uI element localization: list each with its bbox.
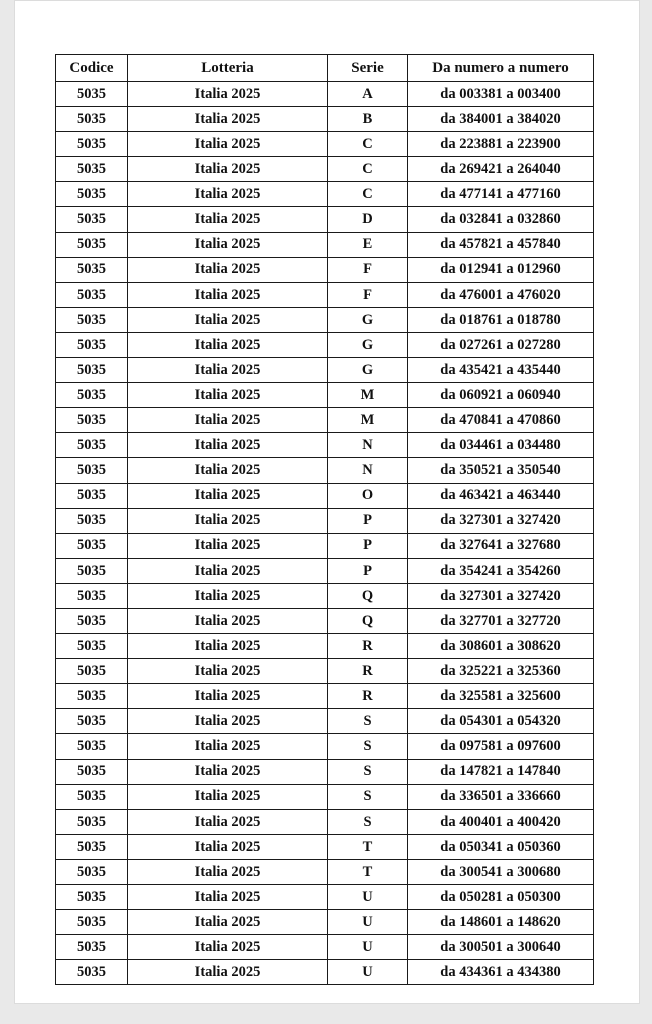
cell-codice: 5035 — [56, 659, 128, 684]
table-row — [56, 508, 594, 533]
cell-range: da 300501 a 300640 — [408, 935, 594, 960]
cell-range: da 327701 a 327720 — [408, 608, 594, 633]
cell-serie: Q — [328, 608, 408, 633]
table-row — [56, 910, 594, 935]
header-range: Da numero a numero — [408, 55, 594, 82]
cell-range: da 027261 a 027280 — [408, 332, 594, 357]
cell-codice: 5035 — [56, 282, 128, 307]
cell-codice: 5035 — [56, 207, 128, 232]
cell-codice: 5035 — [56, 809, 128, 834]
cell-codice: 5035 — [56, 508, 128, 533]
cell-lotteria: Italia 2025 — [128, 533, 328, 558]
table-row — [56, 885, 594, 910]
table-row — [56, 182, 594, 207]
cell-range: da 060921 a 060940 — [408, 383, 594, 408]
cell-serie: U — [328, 885, 408, 910]
table-row — [56, 558, 594, 583]
cell-lotteria: Italia 2025 — [128, 483, 328, 508]
cell-lotteria: Italia 2025 — [128, 132, 328, 157]
table-row — [56, 433, 594, 458]
cell-serie: U — [328, 910, 408, 935]
cell-codice: 5035 — [56, 458, 128, 483]
table-row — [56, 383, 594, 408]
cell-lotteria: Italia 2025 — [128, 107, 328, 132]
cell-codice: 5035 — [56, 910, 128, 935]
cell-serie: F — [328, 282, 408, 307]
cell-serie: C — [328, 157, 408, 182]
table-row — [56, 960, 594, 985]
cell-serie: A — [328, 82, 408, 107]
table-row — [56, 282, 594, 307]
cell-range: da 147821 a 147840 — [408, 759, 594, 784]
cell-range: da 050281 a 050300 — [408, 885, 594, 910]
cell-serie: N — [328, 433, 408, 458]
table-row — [56, 608, 594, 633]
cell-codice: 5035 — [56, 232, 128, 257]
cell-range: da 034461 a 034480 — [408, 433, 594, 458]
cell-serie: P — [328, 508, 408, 533]
cell-lotteria: Italia 2025 — [128, 734, 328, 759]
cell-serie: T — [328, 834, 408, 859]
cell-serie: B — [328, 107, 408, 132]
cell-serie: R — [328, 659, 408, 684]
table-row — [56, 332, 594, 357]
cell-serie: S — [328, 734, 408, 759]
cell-codice: 5035 — [56, 885, 128, 910]
cell-serie: S — [328, 759, 408, 784]
cell-lotteria: Italia 2025 — [128, 859, 328, 884]
cell-serie: P — [328, 558, 408, 583]
cell-range: da 327301 a 327420 — [408, 583, 594, 608]
table-row — [56, 458, 594, 483]
cell-codice: 5035 — [56, 558, 128, 583]
cell-serie: G — [328, 332, 408, 357]
cell-range: da 470841 a 470860 — [408, 408, 594, 433]
cell-codice: 5035 — [56, 608, 128, 633]
cell-range: da 327641 a 327680 — [408, 533, 594, 558]
cell-codice: 5035 — [56, 634, 128, 659]
cell-serie: R — [328, 634, 408, 659]
table-row — [56, 207, 594, 232]
cell-range: da 327301 a 327420 — [408, 508, 594, 533]
cell-lotteria: Italia 2025 — [128, 709, 328, 734]
cell-serie: U — [328, 935, 408, 960]
cell-codice: 5035 — [56, 483, 128, 508]
cell-serie: R — [328, 684, 408, 709]
cell-codice: 5035 — [56, 82, 128, 107]
cell-lotteria: Italia 2025 — [128, 784, 328, 809]
cell-serie: E — [328, 232, 408, 257]
table-row — [56, 358, 594, 383]
table-row — [56, 533, 594, 558]
cell-lotteria: Italia 2025 — [128, 508, 328, 533]
cell-serie: U — [328, 960, 408, 985]
cell-range: da 054301 a 054320 — [408, 709, 594, 734]
cell-serie: P — [328, 533, 408, 558]
cell-lotteria: Italia 2025 — [128, 408, 328, 433]
cell-lotteria: Italia 2025 — [128, 232, 328, 257]
cell-range: da 354241 a 354260 — [408, 558, 594, 583]
table-row — [56, 784, 594, 809]
cell-lotteria: Italia 2025 — [128, 935, 328, 960]
cell-range: da 032841 a 032860 — [408, 207, 594, 232]
cell-lotteria: Italia 2025 — [128, 358, 328, 383]
cell-codice: 5035 — [56, 709, 128, 734]
cell-codice: 5035 — [56, 107, 128, 132]
cell-lotteria: Italia 2025 — [128, 383, 328, 408]
cell-codice: 5035 — [56, 257, 128, 282]
cell-lotteria: Italia 2025 — [128, 558, 328, 583]
table-row — [56, 809, 594, 834]
table-row — [56, 583, 594, 608]
cell-lotteria: Italia 2025 — [128, 458, 328, 483]
cell-range: da 308601 a 308620 — [408, 634, 594, 659]
cell-serie: G — [328, 358, 408, 383]
cell-lotteria: Italia 2025 — [128, 282, 328, 307]
table-row — [56, 659, 594, 684]
cell-range: da 325581 a 325600 — [408, 684, 594, 709]
cell-range: da 269421 a 264040 — [408, 157, 594, 182]
table-row — [56, 157, 594, 182]
cell-codice: 5035 — [56, 533, 128, 558]
cell-range: da 400401 a 400420 — [408, 809, 594, 834]
lottery-table — [55, 54, 594, 985]
table-row — [56, 107, 594, 132]
cell-range: da 018761 a 018780 — [408, 307, 594, 332]
cell-serie: D — [328, 207, 408, 232]
cell-serie: Q — [328, 583, 408, 608]
cell-range: da 050341 a 050360 — [408, 834, 594, 859]
cell-serie: M — [328, 408, 408, 433]
table-row — [56, 834, 594, 859]
cell-lotteria: Italia 2025 — [128, 157, 328, 182]
table-row — [56, 483, 594, 508]
cell-range: da 463421 a 463440 — [408, 483, 594, 508]
cell-codice: 5035 — [56, 182, 128, 207]
cell-codice: 5035 — [56, 684, 128, 709]
cell-codice: 5035 — [56, 859, 128, 884]
cell-serie: C — [328, 132, 408, 157]
cell-serie: F — [328, 257, 408, 282]
cell-lotteria: Italia 2025 — [128, 634, 328, 659]
cell-lotteria: Italia 2025 — [128, 257, 328, 282]
cell-lotteria: Italia 2025 — [128, 207, 328, 232]
cell-serie: M — [328, 383, 408, 408]
cell-range: da 097581 a 097600 — [408, 734, 594, 759]
cell-serie: O — [328, 483, 408, 508]
cell-lotteria: Italia 2025 — [128, 182, 328, 207]
cell-range: da 003381 a 003400 — [408, 82, 594, 107]
cell-lotteria: Italia 2025 — [128, 332, 328, 357]
cell-codice: 5035 — [56, 960, 128, 985]
cell-range: da 223881 a 223900 — [408, 132, 594, 157]
table-header-row — [56, 55, 594, 82]
cell-lotteria: Italia 2025 — [128, 910, 328, 935]
table-row — [56, 634, 594, 659]
cell-lotteria: Italia 2025 — [128, 834, 328, 859]
table-row — [56, 759, 594, 784]
cell-lotteria: Italia 2025 — [128, 433, 328, 458]
cell-range: da 148601 a 148620 — [408, 910, 594, 935]
table-row — [56, 935, 594, 960]
cell-lotteria: Italia 2025 — [128, 608, 328, 633]
cell-lotteria: Italia 2025 — [128, 960, 328, 985]
cell-serie: S — [328, 784, 408, 809]
cell-range: da 434361 a 434380 — [408, 960, 594, 985]
cell-range: da 325221 a 325360 — [408, 659, 594, 684]
table-row — [56, 82, 594, 107]
cell-codice: 5035 — [56, 132, 128, 157]
table-row — [56, 709, 594, 734]
cell-range: da 350521 a 350540 — [408, 458, 594, 483]
cell-codice: 5035 — [56, 734, 128, 759]
table-row — [56, 408, 594, 433]
cell-codice: 5035 — [56, 784, 128, 809]
cell-lotteria: Italia 2025 — [128, 809, 328, 834]
cell-lotteria: Italia 2025 — [128, 885, 328, 910]
table-body — [56, 82, 594, 985]
cell-range: da 300541 a 300680 — [408, 859, 594, 884]
cell-codice: 5035 — [56, 358, 128, 383]
cell-codice: 5035 — [56, 834, 128, 859]
cell-range: da 384001 a 384020 — [408, 107, 594, 132]
table-row — [56, 257, 594, 282]
table-row — [56, 684, 594, 709]
cell-codice: 5035 — [56, 433, 128, 458]
cell-lotteria: Italia 2025 — [128, 684, 328, 709]
cell-range: da 435421 a 435440 — [408, 358, 594, 383]
cell-range: da 457821 a 457840 — [408, 232, 594, 257]
cell-lotteria: Italia 2025 — [128, 659, 328, 684]
cell-serie: T — [328, 859, 408, 884]
cell-range: da 336501 a 336660 — [408, 784, 594, 809]
cell-codice: 5035 — [56, 332, 128, 357]
cell-serie: S — [328, 709, 408, 734]
table-row — [56, 132, 594, 157]
cell-codice: 5035 — [56, 307, 128, 332]
header-serie: Serie — [328, 55, 408, 82]
cell-codice: 5035 — [56, 408, 128, 433]
header-lotteria: Lotteria — [128, 55, 328, 82]
cell-codice: 5035 — [56, 935, 128, 960]
cell-range: da 476001 a 476020 — [408, 282, 594, 307]
cell-codice: 5035 — [56, 157, 128, 182]
cell-lotteria: Italia 2025 — [128, 307, 328, 332]
table-row — [56, 859, 594, 884]
cell-serie: C — [328, 182, 408, 207]
cell-range: da 477141 a 477160 — [408, 182, 594, 207]
cell-range: da 012941 a 012960 — [408, 257, 594, 282]
table-row — [56, 232, 594, 257]
cell-serie: G — [328, 307, 408, 332]
table-row — [56, 307, 594, 332]
cell-codice: 5035 — [56, 759, 128, 784]
document-page — [14, 0, 640, 1004]
cell-codice: 5035 — [56, 583, 128, 608]
table-row — [56, 734, 594, 759]
cell-serie: N — [328, 458, 408, 483]
cell-lotteria: Italia 2025 — [128, 82, 328, 107]
cell-codice: 5035 — [56, 383, 128, 408]
cell-serie: S — [328, 809, 408, 834]
cell-lotteria: Italia 2025 — [128, 583, 328, 608]
header-codice: Codice — [56, 55, 128, 82]
cell-lotteria: Italia 2025 — [128, 759, 328, 784]
